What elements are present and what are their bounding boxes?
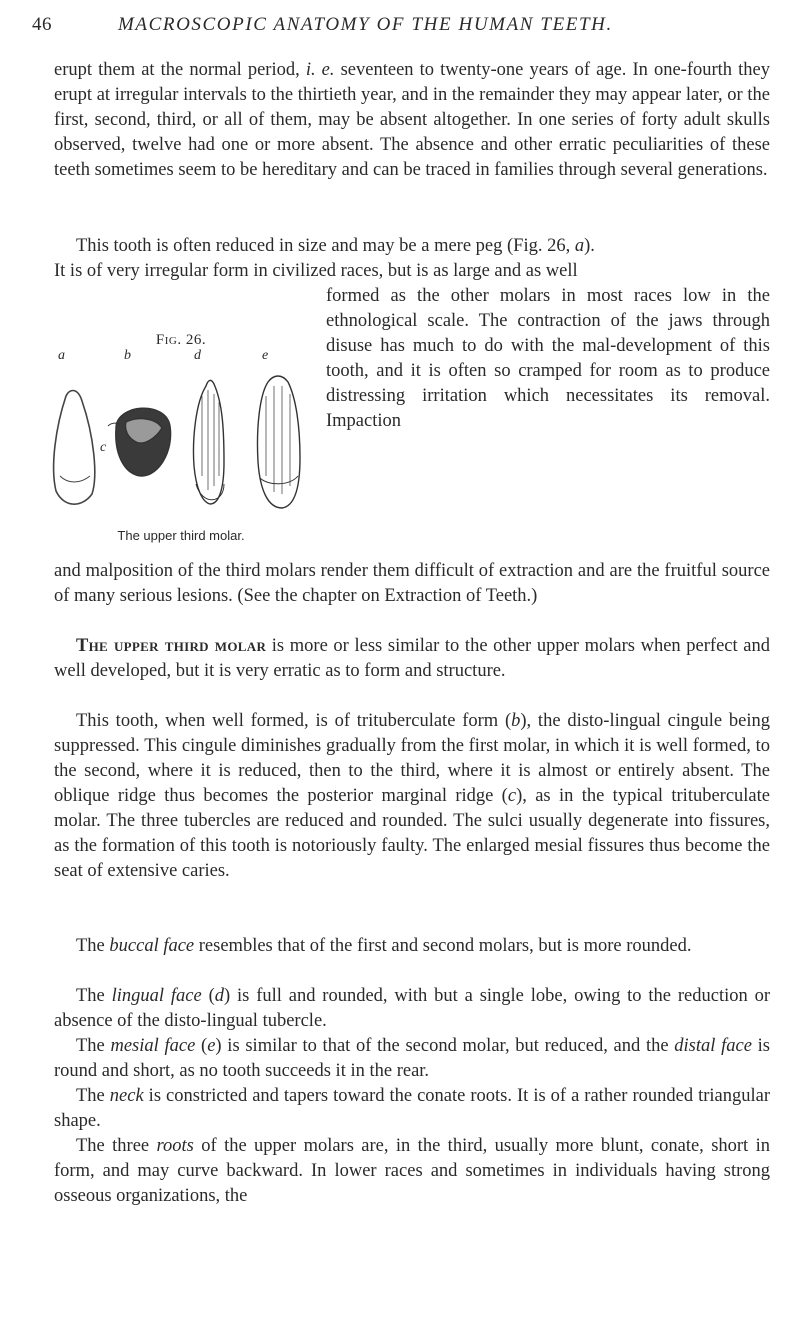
figure-26 (46, 332, 316, 546)
text-run: is more or less similar to the other upper molars when perfect and well developed, but it is very erratic as to form and structure. (54, 636, 771, 681)
text-run: ), as in the typical trituberculate molar. The three tubercles are reduced and rounded. The sulci usually degenerate into fissures, as the formation of this tooth is notoriously faulty. The enlarged mesial fissures thus become the seat of extensive caries. (54, 786, 770, 881)
tooth-illustrations (46, 366, 316, 526)
text-run: The (76, 1036, 111, 1056)
text-run: This tooth is often reduced in size and may be a mere peg (Fig. 26, (76, 236, 575, 256)
text-run-italic: b (511, 711, 521, 731)
tooth-e-mesial (257, 376, 300, 508)
term-buccal-face: buccal face (109, 936, 195, 956)
paragraph-buccal-face (54, 934, 770, 959)
text-run: is round and short, as no tooth succeeds it in the rear. (54, 1036, 770, 1081)
paragraph-impaction-continued: and malposition of the third molars render them difficult of extraction and are the fruitful source of many serious lesions. (See the chapter on Extraction of Teeth.) (54, 561, 770, 606)
term-neck: neck (109, 1086, 144, 1106)
tooth-d-lingual (194, 380, 225, 504)
running-title: MACROSCOPIC ANATOMY OF THE HUMAN TEETH. (118, 14, 613, 35)
text-run: ), the disto-lingual cingule being suppressed. This cingule diminishes gradually from the first molar, in which it is well formed, to the second, where it is reduced, then to the third, where it is almost or entirely absent. The oblique ridge thus becomes the posterior marginal ridge ( (54, 711, 770, 806)
text-run-italic: c (507, 786, 517, 806)
text-run-italic: d (214, 986, 224, 1006)
text-run: ) is similar to that of the second molar, but reduced, and the (215, 1036, 675, 1056)
text-run: ( (195, 1036, 208, 1056)
figure-label-d: d (194, 348, 201, 363)
text-run: This tooth, when well formed, is of trituberculate form ( (76, 711, 512, 731)
text-run: ) is full and rounded, with but a single lobe, owing to the reduction or absence of the disto-lingual tubercle. (54, 986, 770, 1031)
figure-title: Fig. 26. (155, 332, 207, 348)
page-number: 46 (32, 14, 52, 35)
figure-label-e: e (262, 348, 269, 363)
term-upper-third-molar: The upper third molar (76, 636, 267, 656)
running-header (32, 14, 772, 42)
paragraph-reduced-first-line (54, 234, 770, 259)
text-run: ). (584, 236, 595, 256)
paragraph-lingual-face (54, 984, 770, 1034)
text-run: of the upper molars are, in the third, usually more blunt, conate, short in form, and may curve backward. In lower races and sometimes in individuals having strong osseous organizations, the (54, 1136, 770, 1206)
text-run: The (76, 936, 110, 956)
text-run: ( (201, 986, 215, 1006)
paragraph-trituberculate (54, 709, 770, 884)
paragraph-neck (54, 1084, 770, 1134)
term-mesial-face: mesial face (110, 1036, 196, 1056)
paragraph-reduced-second-line: It is of very irregular form in civilized races, but is as large and as well (54, 261, 578, 281)
text-run: The three (76, 1136, 157, 1156)
term-lingual-face: lingual face (111, 986, 202, 1006)
text-run: The (76, 1086, 110, 1106)
term-roots: roots (156, 1136, 194, 1156)
text-run: erupt them at the normal period, (54, 60, 306, 80)
tooth-a-peg (54, 391, 95, 505)
text-run: seventeen to twenty-one years of age. In one-fourth they erupt at irregular intervals to the thirtieth year, and in the remainder they may appear later, or the first, second, third, or all of them, may be absent altogether. In one series of forty adult skulls observed, twelve had one or more absent. The absence and other erratic peculiarities of these teeth sometimes seem to be hereditary and can be traced in families through several generations. (54, 60, 770, 180)
text-run-italic: a (574, 236, 585, 256)
paragraph-mesial-face (54, 1034, 770, 1084)
figure-caption: The upper third molar. (117, 528, 245, 543)
paragraph-roots (54, 1134, 770, 1209)
figure-label-b: b (124, 348, 131, 363)
term-distal-face: distal face (674, 1036, 752, 1056)
text-run: is constricted and tapers toward the conate roots. It is of a rather rounded triangular shape. (54, 1086, 770, 1131)
tooth-b-crown (108, 408, 171, 476)
paragraph-erupt (54, 58, 770, 183)
paragraph-upper-third-molar (54, 634, 770, 684)
paragraph-wrap-around-figure: formed as the other molars in most races low in the ethnological scale. The contraction of the jaws through disuse has much to do with the mal-development of this tooth, and it is often so cramped for room as to produce distressing irritation which necessitates its removal. Impaction (326, 286, 770, 431)
text-run: The (76, 986, 112, 1006)
figure-label-a: a (58, 348, 65, 363)
text-run-italic: e (207, 1036, 216, 1056)
text-run-italic: i. e. (305, 60, 335, 80)
text-run: resembles that of the first and second molars, but is more rounded. (194, 936, 692, 956)
figure-label-c: c (100, 440, 107, 455)
